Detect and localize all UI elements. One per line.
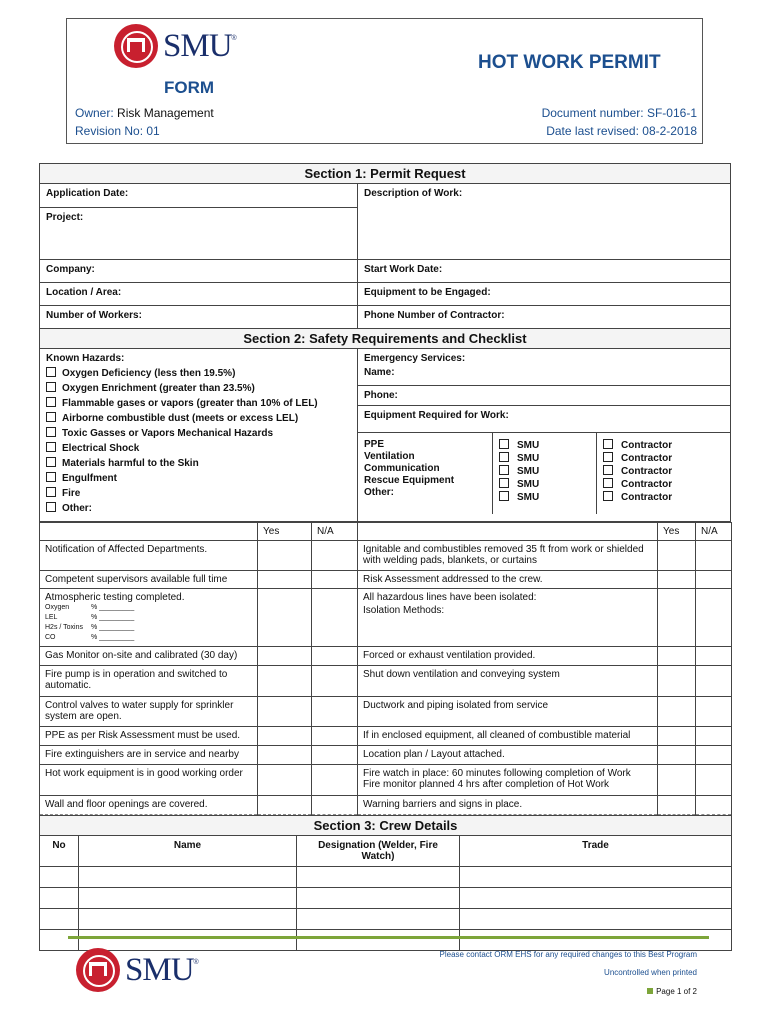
square-bullet-icon [647, 988, 653, 994]
hazard-label: Electrical Shock [62, 443, 140, 454]
checklist-item: Fire pump is in operation and switched to automatic. [40, 666, 258, 697]
checklist-item: Forced or exhaust ventilation provided. [358, 647, 658, 666]
na-cell[interactable] [312, 765, 358, 796]
hazard-item[interactable] [46, 412, 351, 424]
checkbox-icon[interactable] [499, 491, 509, 501]
checklist-item: Risk Assessment addressed to the crew. [358, 571, 658, 589]
revision-line [75, 124, 160, 138]
col-name: Name [79, 836, 297, 867]
hazard-item[interactable] [46, 502, 351, 514]
gas-blank[interactable]: % _________ [91, 624, 135, 631]
yes-cell[interactable] [658, 571, 696, 589]
revised-line [546, 124, 697, 138]
checkbox-icon[interactable] [499, 465, 509, 475]
yes-cell[interactable] [658, 589, 696, 647]
contractor-option[interactable] [603, 465, 672, 478]
hazard-item[interactable] [46, 442, 351, 454]
crew-cell[interactable] [40, 909, 79, 930]
na-header: N/A [312, 523, 358, 541]
hazard-label: Oxygen Enrichment (greater than 23.5%) [62, 383, 255, 394]
contractor-option[interactable] [603, 478, 672, 491]
smu-label: SMU [517, 479, 540, 490]
checklist-item: If in enclosed equipment, all cleaned of combustible material [358, 727, 658, 746]
yes-cell[interactable] [258, 571, 312, 589]
revision-value: 01 [146, 124, 160, 138]
location-field[interactable]: Location / Area: [40, 283, 358, 306]
gas-blank[interactable]: % _________ [91, 614, 135, 621]
crew-cell[interactable] [297, 867, 460, 888]
logo-registered: ® [231, 34, 237, 42]
contractor-column [597, 433, 678, 514]
crew-table [39, 815, 732, 951]
equip-item: Rescue Equipment [364, 475, 455, 486]
checkbox-icon[interactable] [603, 452, 613, 462]
checklist-item: Fire extinguishers are in service and nearby [40, 746, 258, 765]
table-row [40, 888, 732, 909]
na-cell[interactable] [696, 697, 732, 727]
hazard-item[interactable] [46, 427, 351, 439]
checkbox-icon[interactable] [603, 478, 613, 488]
equip-item: PPE [364, 439, 385, 450]
smu-option[interactable] [499, 478, 590, 491]
docnum-line [542, 106, 697, 120]
contractor-label: Contractor [621, 440, 673, 451]
checklist-item: Fire monitor planned 4 hrs after completion of Hot Work [363, 779, 610, 790]
crew-cell[interactable] [297, 930, 460, 951]
equip-item: Ventilation [364, 451, 415, 462]
checkbox-icon[interactable] [603, 491, 613, 501]
gas-blank[interactable]: % _________ [91, 634, 135, 641]
checklist-item: Control valves to water supply for sprinkler system are open. [40, 697, 258, 727]
section1-table [39, 163, 731, 522]
hazard-item[interactable] [46, 397, 351, 409]
company-field[interactable]: Company: [40, 260, 358, 283]
hazard-label: Oxygen Deficiency (less then 19.5%) [62, 368, 236, 379]
equipment-list [358, 433, 493, 514]
checkbox-icon[interactable] [46, 442, 56, 452]
hazard-item[interactable] [46, 457, 351, 469]
equip-item: Communication [364, 463, 440, 474]
footer-divider [68, 936, 709, 939]
na-cell[interactable] [312, 541, 358, 571]
gas-row[interactable] [45, 633, 252, 643]
na-cell[interactable] [696, 647, 732, 666]
hazard-item[interactable] [46, 487, 351, 499]
checklist-item: Atmospheric testing completed. [45, 592, 185, 603]
equipment-grid [358, 433, 730, 514]
na-cell[interactable] [312, 796, 358, 815]
smu-option[interactable] [499, 452, 590, 465]
docnum-label: Document number: [541, 106, 644, 120]
description-field[interactable]: Description of Work: [358, 184, 731, 260]
na-cell[interactable] [312, 589, 358, 647]
gas-label: CO [45, 634, 56, 641]
crew-cell[interactable] [460, 888, 732, 909]
smu-option[interactable] [499, 439, 590, 452]
equipment-required-label: Equipment Required for Work: [358, 406, 730, 433]
crew-cell[interactable] [460, 930, 732, 951]
na-cell[interactable] [696, 571, 732, 589]
checklist-header-blank [358, 523, 658, 541]
hazard-label: Engulfment [62, 473, 117, 484]
gas-readings [45, 603, 252, 643]
hazard-label: Airborne combustible dust (meets or excess LEL) [62, 413, 299, 424]
application-date-field[interactable]: Application Date: [40, 184, 358, 208]
emergency-name-field[interactable]: Name: [364, 367, 395, 378]
smu-logo [114, 24, 237, 68]
checkbox-icon[interactable] [46, 382, 56, 392]
na-cell[interactable] [696, 666, 732, 697]
na-header: N/A [696, 523, 732, 541]
revised-value: 08-2-2018 [642, 124, 697, 138]
na-cell[interactable] [312, 746, 358, 765]
smu-option[interactable] [499, 491, 590, 504]
checklist-item: All hazardous lines have been isolated: [363, 592, 537, 603]
footer-logo [76, 948, 199, 992]
docnum-value: SF-016-1 [646, 106, 697, 120]
hazard-item[interactable] [46, 382, 351, 394]
smu-column [493, 433, 597, 514]
equip-item: Other: [364, 487, 394, 498]
na-cell[interactable] [696, 541, 732, 571]
na-cell[interactable] [312, 647, 358, 666]
checklist-header-blank [40, 523, 258, 541]
emergency-cell [358, 349, 731, 522]
footer-logo-registered: ® [193, 958, 199, 966]
gas-row[interactable] [45, 613, 252, 623]
hazard-label: Flammable gases or vapors (greater than 10% of LEL) [62, 398, 318, 409]
crew-cell[interactable] [40, 867, 79, 888]
contractor-option[interactable] [603, 439, 672, 452]
contractor-option[interactable] [603, 452, 672, 465]
smu-seal-icon [114, 24, 158, 68]
atmospheric-testing-cell [40, 589, 258, 647]
checklist-item: Gas Monitor on-site and calibrated (30 day) [40, 647, 258, 666]
smu-label: SMU [517, 440, 540, 451]
checkbox-icon[interactable] [603, 465, 613, 475]
hazard-item[interactable] [46, 472, 351, 484]
crew-cell[interactable] [40, 888, 79, 909]
checkbox-icon[interactable] [499, 452, 509, 462]
revised-label: Date last revised: [546, 124, 639, 138]
crew-cell[interactable] [460, 867, 732, 888]
fire-watch-cell [358, 765, 658, 796]
yes-cell[interactable] [258, 697, 312, 727]
checklist-item: Location plan / Layout attached. [358, 746, 658, 765]
logo-text: SMU [163, 27, 232, 64]
na-cell[interactable] [312, 727, 358, 746]
checklist-item: Warning barriers and signs in place. [358, 796, 658, 815]
yes-header: Yes [658, 523, 696, 541]
hazard-label: Toxic Gasses or Vapors Mechanical Hazards [62, 428, 274, 439]
revision-label: Revision No: [75, 124, 144, 138]
hazard-item[interactable] [46, 367, 351, 379]
contractor-label: Contractor [621, 466, 673, 477]
crew-cell[interactable] [297, 888, 460, 909]
yes-cell[interactable] [258, 727, 312, 746]
yes-cell[interactable] [258, 589, 312, 647]
checklist-item: Ignitable and combustibles removed 35 ft from work or shielded with welding pads, blankets, or curtains [358, 541, 658, 571]
yes-cell[interactable] [258, 666, 312, 697]
na-cell[interactable] [696, 727, 732, 746]
yes-cell[interactable] [658, 697, 696, 727]
contractor-label: Contractor [621, 453, 673, 464]
page-number [647, 987, 697, 996]
na-cell[interactable] [312, 571, 358, 589]
yes-cell[interactable] [658, 796, 696, 815]
na-cell[interactable] [696, 746, 732, 765]
section1-heading: Section 1: Permit Request [40, 164, 731, 184]
yes-header: Yes [258, 523, 312, 541]
yes-cell[interactable] [258, 765, 312, 796]
equipment-engaged-field[interactable]: Equipment to be Engaged: [358, 283, 731, 306]
na-cell[interactable] [696, 589, 732, 647]
yes-cell[interactable] [658, 541, 696, 571]
contractor-phone-field[interactable]: Phone Number of Contractor: [358, 306, 731, 329]
smu-label: SMU [517, 492, 540, 503]
checklist-item: PPE as per Risk Assessment must be used. [40, 727, 258, 746]
start-date-field[interactable]: Start Work Date: [358, 260, 731, 283]
yes-cell[interactable] [658, 666, 696, 697]
checklist-item: Shut down ventilation and conveying system [358, 666, 658, 697]
checkbox-icon[interactable] [499, 439, 509, 449]
yes-cell[interactable] [258, 647, 312, 666]
crew-cell[interactable] [79, 888, 297, 909]
known-hazards-label: Known Hazards: [46, 353, 125, 364]
gas-label: H2s / Toxins [45, 624, 83, 631]
yes-cell[interactable] [258, 746, 312, 765]
page-subtitle: FORM [164, 78, 215, 97]
known-hazards-cell [40, 349, 358, 522]
crew-cell[interactable] [79, 867, 297, 888]
crew-cell[interactable] [297, 909, 460, 930]
contractor-option[interactable] [603, 491, 672, 504]
page-number-text: Page 1 of 2 [656, 987, 697, 996]
owner-value: Risk Management [117, 106, 214, 120]
owner-line [75, 106, 214, 120]
checklist-item: Ductwork and piping isolated from service [358, 697, 658, 727]
checkbox-icon[interactable] [46, 472, 56, 482]
yes-cell[interactable] [658, 746, 696, 765]
checklist-item: Competent supervisors available full time [40, 571, 258, 589]
checkbox-icon[interactable] [46, 457, 56, 467]
gas-label: Oxygen [45, 604, 70, 611]
contractor-label: Contractor [621, 479, 673, 490]
col-designation: Designation (Welder, Fire Watch) [297, 836, 460, 867]
checkbox-icon[interactable] [46, 487, 56, 497]
checkbox-icon[interactable] [603, 439, 613, 449]
gas-label: LEL [45, 614, 58, 621]
emergency-phone-field[interactable]: Phone: [358, 386, 730, 406]
crew-cell[interactable] [40, 930, 79, 951]
col-no: No [40, 836, 79, 867]
yes-cell[interactable] [258, 796, 312, 815]
checkbox-icon[interactable] [46, 367, 56, 377]
permit-form [39, 163, 731, 951]
footer-uncontrolled: Uncontrolled when printed [604, 968, 697, 977]
table-row [40, 867, 732, 888]
hazard-label: Fire [62, 488, 81, 499]
checkbox-icon[interactable] [499, 478, 509, 488]
smu-label: SMU [517, 453, 540, 464]
footer-logo-text: SMU [125, 951, 194, 988]
page-title: HOT WORK PERMIT [478, 52, 661, 73]
workers-field[interactable]: Number of Workers: [40, 306, 358, 329]
checklist-item: Fire watch in place: 60 minutes following completion of Work [363, 768, 631, 779]
smu-label: SMU [517, 466, 540, 477]
smu-seal-icon [76, 948, 120, 992]
checklist-item: Notification of Affected Departments. [40, 541, 258, 571]
checkbox-icon[interactable] [46, 427, 56, 437]
gas-row[interactable] [45, 623, 252, 633]
na-cell[interactable] [696, 796, 732, 815]
checkbox-icon[interactable] [46, 502, 56, 512]
contractor-label: Contractor [621, 492, 673, 503]
project-field[interactable]: Project: [40, 208, 358, 260]
col-trade: Trade [460, 836, 732, 867]
isolation-methods-field[interactable]: Isolation Methods: [363, 605, 445, 616]
emergency-label: Emergency Services: [364, 353, 466, 364]
smu-option[interactable] [499, 465, 590, 478]
gas-blank[interactable]: % _________ [91, 604, 135, 611]
hazard-label: Other: [62, 503, 92, 514]
na-cell[interactable] [312, 697, 358, 727]
yes-cell[interactable] [658, 727, 696, 746]
yes-cell[interactable] [658, 765, 696, 796]
na-cell[interactable] [312, 666, 358, 697]
hazard-label: Materials harmful to the Skin [62, 458, 199, 469]
na-cell[interactable] [696, 765, 732, 796]
checkbox-icon[interactable] [46, 397, 56, 407]
emergency-block [358, 349, 730, 386]
yes-cell[interactable] [258, 541, 312, 571]
yes-cell[interactable] [658, 647, 696, 666]
crew-cell[interactable] [460, 909, 732, 930]
hazardous-lines-cell [358, 589, 658, 647]
checklist-item: Hot work equipment is in good working order [40, 765, 258, 796]
crew-cell[interactable] [79, 909, 297, 930]
footer-contact: Please contact ORM EHS for any required changes to this Best Program [439, 950, 697, 959]
checklist-item: Wall and floor openings are covered. [40, 796, 258, 815]
section3-heading: Section 3: Crew Details [40, 816, 732, 836]
checklist-table [39, 522, 732, 815]
gas-row[interactable] [45, 603, 252, 613]
table-row [40, 909, 732, 930]
owner-label: Owner: [75, 106, 114, 120]
checkbox-icon[interactable] [46, 412, 56, 422]
section2-heading: Section 2: Safety Requirements and Checklist [40, 329, 731, 349]
